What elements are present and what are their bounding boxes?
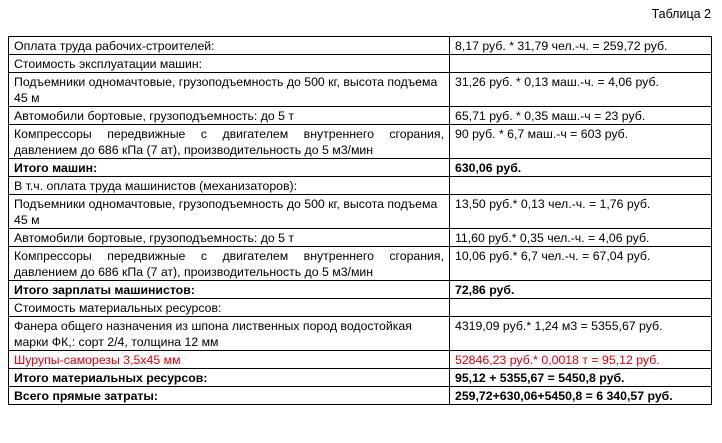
table-row (9, 247, 712, 281)
total-label: Итого материальных ресурсов: (9, 369, 450, 387)
row-value: 13,50 руб.* 0,13 чел.-ч. = 1,76 руб. (450, 195, 712, 229)
row-label: Фанера общего назначения из шпона лиственных пород водостойкая марки ФК,: сорт 2/4, толщина 12 мм (9, 317, 450, 351)
row-value: 52846,23 руб.* 0,0018 т = 95,12 руб. (450, 351, 712, 369)
row-value: 65,71 руб. * 0,35 маш.-ч = 23 руб. (450, 107, 712, 125)
total-label: Итого машин: (9, 159, 450, 177)
grand-total-row (9, 387, 712, 405)
table-row (9, 125, 712, 159)
table-caption: Таблица 2 (651, 7, 711, 21)
table-row (9, 177, 712, 195)
total-value: 259,72+630,06+5450,8 = 6 340,57 руб. (450, 387, 712, 405)
row-label: Оплата труда рабочих-строителей: (9, 37, 450, 55)
row-value (450, 299, 712, 317)
table-row (9, 73, 712, 107)
row-label: Автомобили бортовые, грузоподъемность: до 5 т (9, 229, 450, 247)
row-value (450, 177, 712, 195)
row-value: 10,06 руб.* 6,7 чел.-ч. = 67,04 руб. (450, 247, 712, 281)
row-label: Подъемники одномачтовые, грузоподъемность до 500 кг, высота подъема 45 м (9, 73, 450, 107)
row-value: 8,17 руб. * 31,79 чел.-ч. = 259,72 руб. (450, 37, 712, 55)
cost-table (8, 36, 712, 405)
row-value (450, 55, 712, 73)
row-value: 31,26 руб. * 0,13 маш.-ч. = 4,06 руб. (450, 73, 712, 107)
total-row (9, 159, 712, 177)
highlighted-row (9, 351, 712, 369)
section-heading: Стоимость материальных ресурсов: (9, 299, 450, 317)
table-row (9, 107, 712, 125)
total-value: 72,86 руб. (450, 281, 712, 299)
row-label: Автомобили бортовые, грузоподъемность: до 5 т (9, 107, 450, 125)
table-row (9, 55, 712, 73)
row-value: 90 руб. * 6,7 маш.-ч = 603 руб. (450, 125, 712, 159)
total-value: 95,12 + 5355,67 = 5450,8 руб. (450, 369, 712, 387)
total-value: 630,06 руб. (450, 159, 712, 177)
table-row (9, 195, 712, 229)
row-label: Компрессоры передвижные с двигателем внутреннего сгорания, давлением до 686 кПа (7 ат), производительность до 5 м3/мин (9, 125, 450, 159)
row-value: 11,60 руб.* 0,35 чел.-ч. = 4,06 руб. (450, 229, 712, 247)
total-label: Всего прямые затраты: (9, 387, 450, 405)
section-heading: В т.ч. оплата труда машинистов (механизаторов): (9, 177, 450, 195)
total-label: Итого зарплаты машинистов: (9, 281, 450, 299)
row-label: Подъемники одномачтовые, грузоподъемность до 500 кг, высота подъема 45 м (9, 195, 450, 229)
table-row (9, 299, 712, 317)
row-value: 4319,09 руб.* 1,24 м3 = 5355,67 руб. (450, 317, 712, 351)
row-label: Компрессоры передвижные с двигателем внутреннего сгорания, давлением до 686 кПа (7 ат), производительность до 5 м3/мин (9, 247, 450, 281)
table-row (9, 37, 712, 55)
section-heading: Стоимость эксплуатации машин: (9, 55, 450, 73)
total-row (9, 281, 712, 299)
total-row (9, 369, 712, 387)
table-row (9, 229, 712, 247)
row-label: Шурупы-саморезы 3,5х45 мм (9, 351, 450, 369)
table-row (9, 317, 712, 351)
